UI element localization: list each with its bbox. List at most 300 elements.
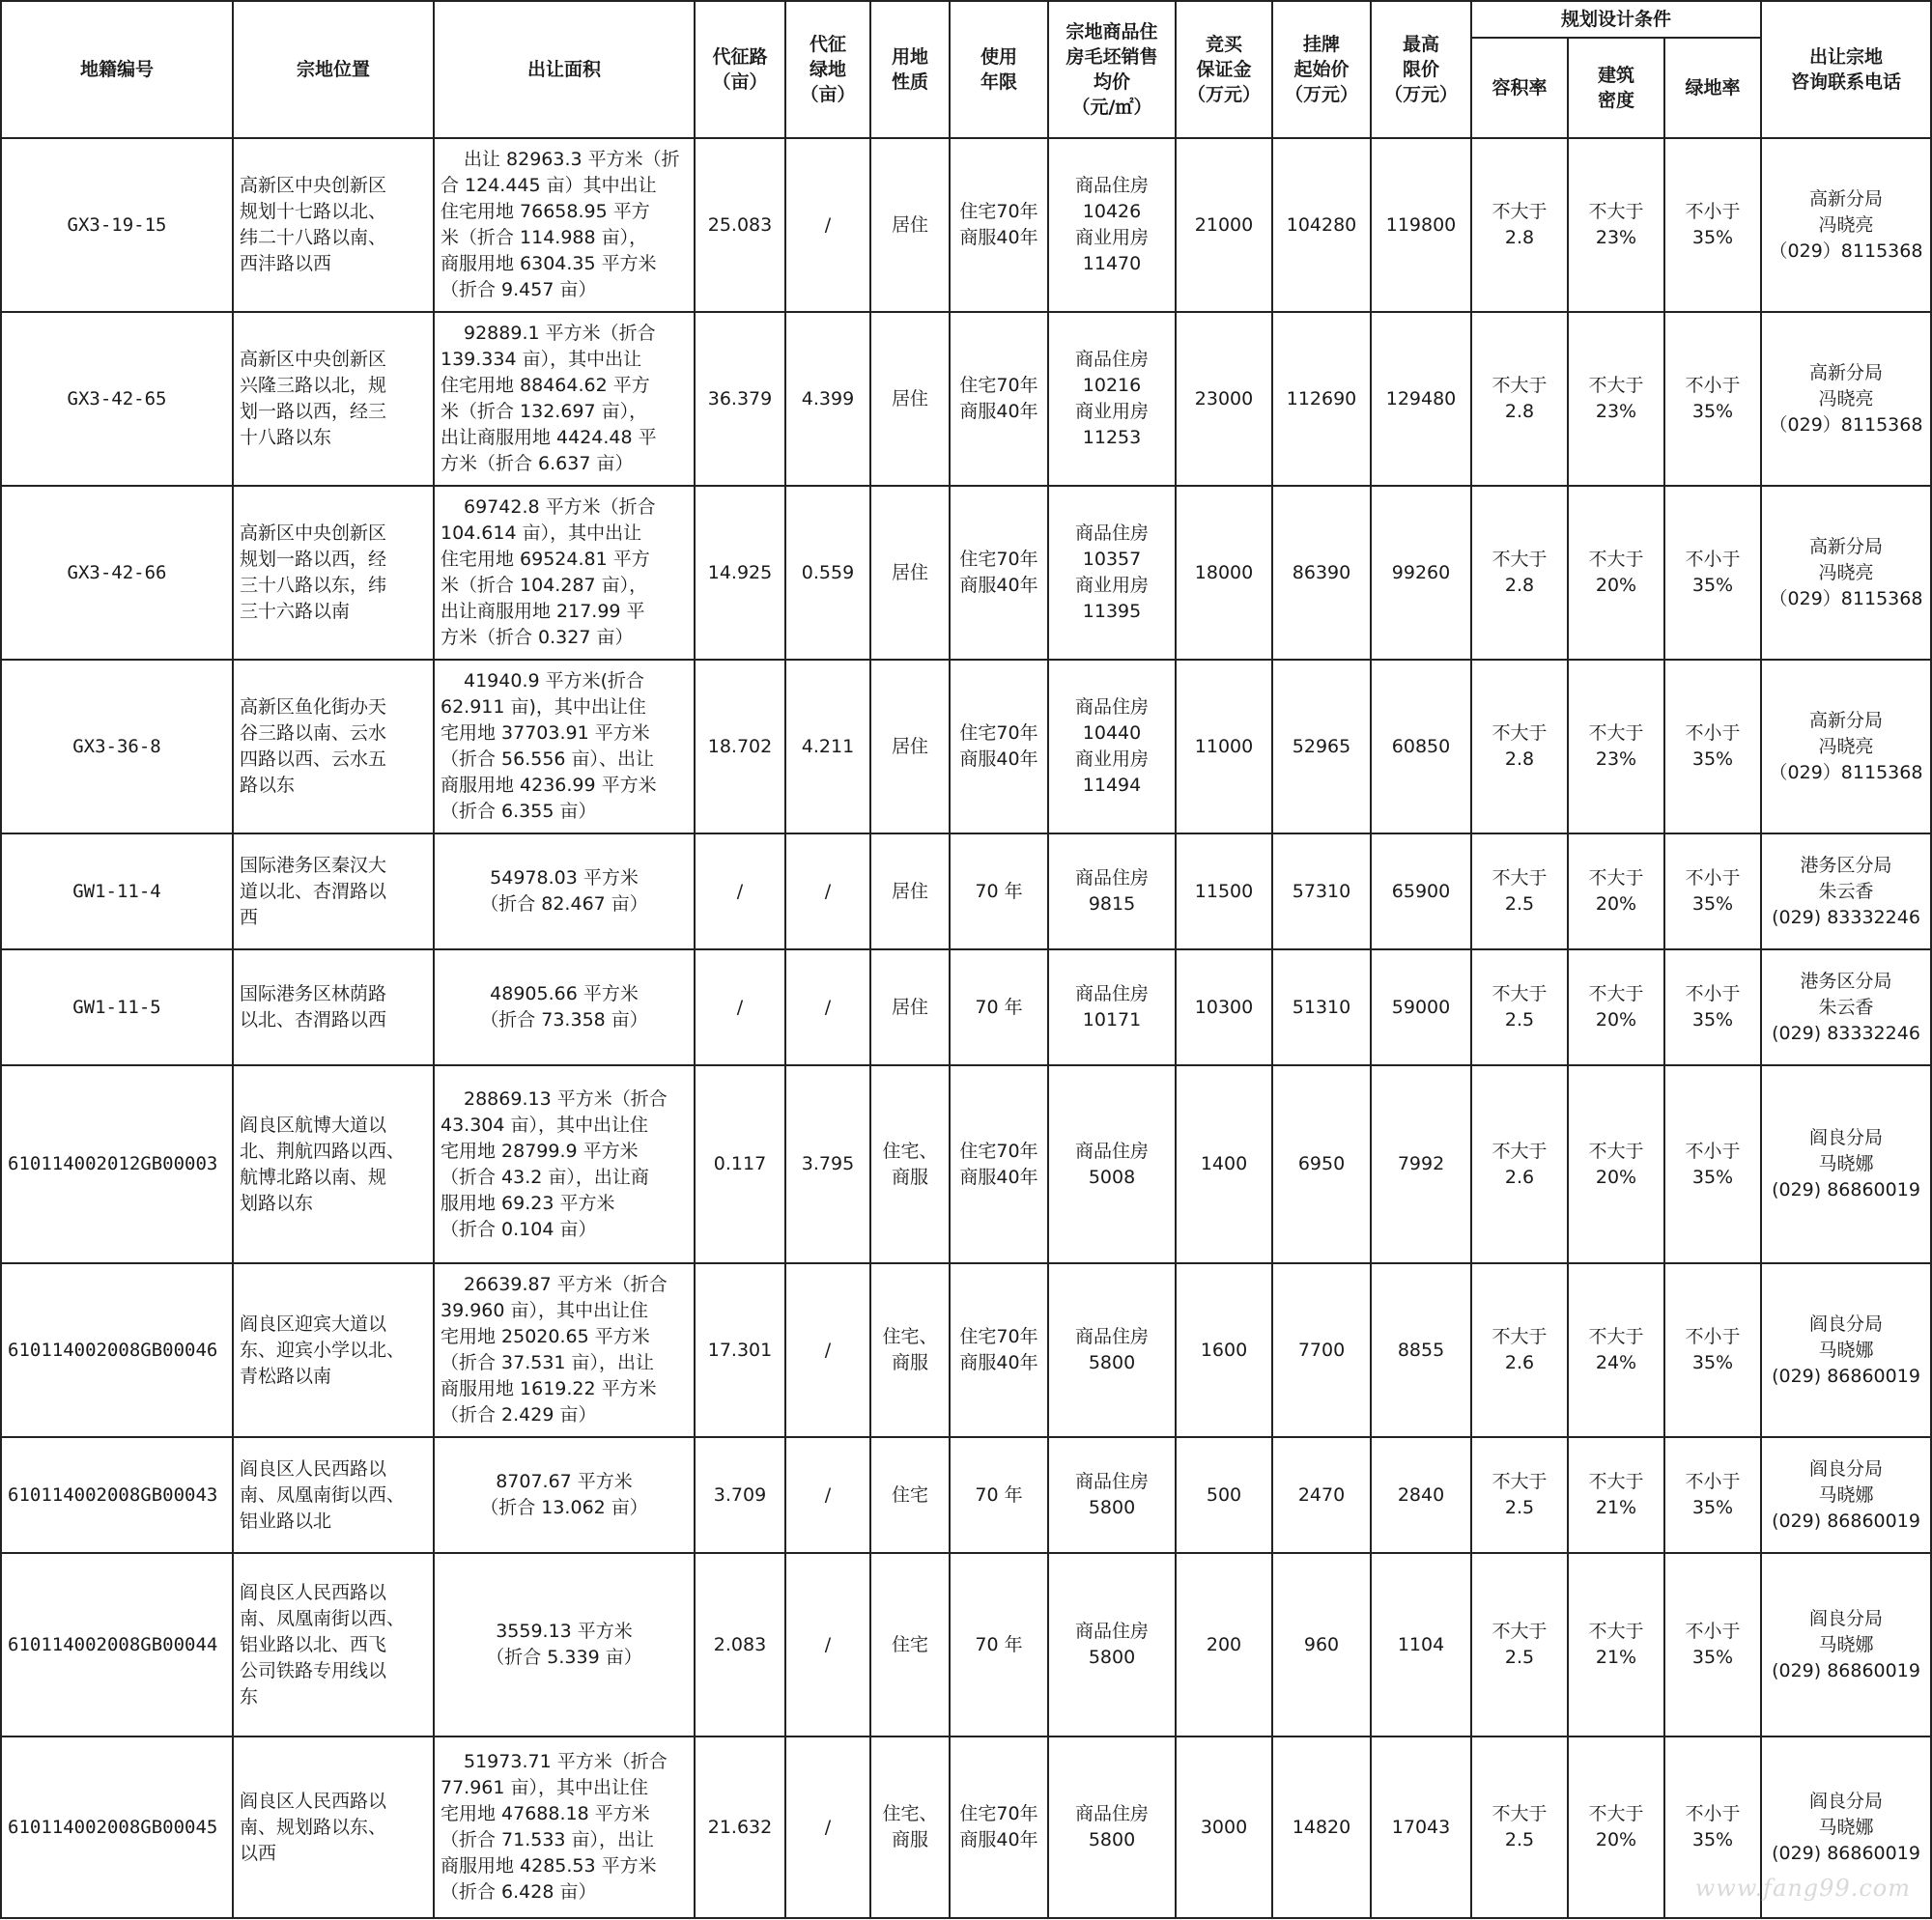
header-greenrate: 绿地率 <box>1664 38 1761 138</box>
cell-line: 居住 <box>891 387 928 409</box>
cell-far <box>1471 1553 1568 1736</box>
cell-line: 方米（折合 6.637 亩） <box>440 453 634 474</box>
header-code: 地籍编号 <box>1 1 233 138</box>
cell-line: 宅用地 37703.91 平方米 <box>440 722 650 744</box>
cell-density <box>1568 312 1664 486</box>
cell-line: （折合 5.339 亩） <box>486 1647 642 1668</box>
cell-line: 20% <box>1595 1829 1637 1850</box>
cell-line: 35% <box>1691 1009 1734 1031</box>
cell-line: 性质 <box>891 71 928 93</box>
cell-line: 居住 <box>891 880 928 902</box>
cell-line: 住宅用地 76658.95 平方 <box>440 201 650 222</box>
cell-line: 70 年 <box>975 996 1023 1018</box>
cell-line: 不大于 <box>1588 1326 1644 1347</box>
cell-line: 11470 <box>1082 253 1142 274</box>
cell-far <box>1471 833 1568 949</box>
cell-line: 起始价 <box>1293 59 1350 80</box>
cell-contact <box>1761 1263 1931 1437</box>
cell-line: 不小于 <box>1685 549 1741 570</box>
cell-line: 不大于 <box>1588 375 1644 396</box>
cell-line: 公司铁路专用线以 <box>240 1659 387 1681</box>
cell-line: 不大于 <box>1588 1471 1644 1492</box>
cell-greenrate <box>1664 833 1761 949</box>
cell-code: GX3-42-66 <box>1 486 233 660</box>
cell-line: 西 <box>240 906 259 928</box>
cell-line: 港务区分局 <box>1800 970 1892 992</box>
cell-greenrate <box>1664 1553 1761 1736</box>
cell-price <box>1048 1553 1176 1736</box>
cell-line: 高新区中央创新区 <box>240 349 387 370</box>
cell-line: 年限 <box>980 71 1017 93</box>
cell-line: 不大于 <box>1492 867 1548 889</box>
cell-term <box>950 949 1048 1065</box>
cell-line: 东、迎宾小学以北、 <box>240 1339 406 1361</box>
cell-line: 路以东 <box>240 775 296 796</box>
cell-density <box>1568 486 1664 660</box>
cell-location <box>233 486 434 660</box>
cell-line: 住宅、 <box>882 1140 938 1162</box>
cell-line: 使用 <box>980 46 1017 68</box>
cell-term <box>950 833 1048 949</box>
cell-line: 阎良分局 <box>1808 1457 1883 1480</box>
cell-density <box>1568 949 1664 1065</box>
cell-code: GX3-19-15 <box>1 138 233 312</box>
cell-line: 道以北、杏渭路以 <box>240 880 387 902</box>
watermark: www.fang99.com <box>1694 1875 1911 1902</box>
cell-line: 35% <box>1691 1497 1734 1518</box>
cell-price <box>1048 1437 1176 1553</box>
cell-line: 高新分局 <box>1808 361 1883 383</box>
cell-location <box>233 312 434 486</box>
cell-start-price: 7700 <box>1272 1263 1371 1437</box>
cell-greenrate <box>1664 1437 1761 1553</box>
cell-location <box>233 660 434 833</box>
cell-code: GX3-42-65 <box>1 312 233 486</box>
cell-line: 2.6 <box>1504 1352 1535 1373</box>
cell-location <box>233 949 434 1065</box>
cell-line: 商服40年 <box>959 575 1038 596</box>
cell-far <box>1471 1065 1568 1263</box>
cell-far <box>1471 949 1568 1065</box>
cell-line: 航博北路以南、规 <box>240 1166 387 1188</box>
cell-use <box>870 949 950 1065</box>
cell-location <box>233 1553 434 1736</box>
cell-road: 2.083 <box>695 1553 785 1736</box>
cell-term <box>950 1263 1048 1437</box>
cell-line: 四路以西、云水五 <box>240 748 387 770</box>
cell-line: 阎良区航博大道以 <box>240 1114 387 1136</box>
cell-line: （029）8115368 <box>1769 587 1923 609</box>
cell-line: 20% <box>1595 575 1637 596</box>
table-row <box>1 138 1931 312</box>
cell-deposit: 1600 <box>1176 1263 1272 1437</box>
cell-line: 宅用地 25020.65 平方米 <box>440 1326 650 1347</box>
cell-line: 商服40年 <box>959 1829 1038 1850</box>
cell-line: 国际港务区林荫路 <box>240 983 387 1004</box>
cell-max-price: 2840 <box>1371 1437 1471 1553</box>
cell-line: 5800 <box>1088 1352 1136 1373</box>
cell-line: （折合 6.428 亩） <box>440 1881 597 1903</box>
cell-line: 朱云香 <box>1818 880 1874 902</box>
cell-line: 住宅用地 88464.62 平方 <box>440 375 650 396</box>
cell-price <box>1048 949 1176 1065</box>
cell-line: 不大于 <box>1492 1471 1548 1492</box>
cell-use <box>870 1437 950 1553</box>
cell-code: 610114002008GB00045 <box>1 1736 233 1918</box>
cell-green: / <box>785 1553 870 1736</box>
cell-line: （折合 71.533 亩），出让 <box>440 1829 655 1850</box>
cell-line: 代征路 <box>712 46 768 68</box>
cell-line: 商品住房 <box>1074 349 1149 370</box>
cell-contact <box>1761 833 1931 949</box>
cell-line: （029）8115368 <box>1769 413 1923 436</box>
cell-line: 房毛坯销售 <box>1065 46 1158 68</box>
cell-line: 35% <box>1691 1166 1734 1188</box>
cell-line: 8707.67 平方米 <box>496 1471 633 1492</box>
cell-line: 不小于 <box>1685 1326 1741 1347</box>
cell-area <box>434 486 695 660</box>
cell-area <box>434 1065 695 1263</box>
cell-use <box>870 660 950 833</box>
cell-line: 23% <box>1595 227 1637 248</box>
cell-line: 住宅70年 <box>959 1326 1038 1347</box>
cell-line: （029）8115368 <box>1769 240 1923 262</box>
cell-line: 商服用地 4236.99 平方米 <box>440 775 657 796</box>
cell-area <box>434 312 695 486</box>
cell-line: 不大于 <box>1492 1140 1548 1162</box>
cell-line: 出让 82963.3 平方米（折 <box>464 149 680 170</box>
cell-line: 35% <box>1691 1352 1734 1373</box>
cell-line: 兴隆三路以北，规 <box>240 375 387 396</box>
cell-line: 三十八路以东，纬 <box>240 575 387 596</box>
cell-line: 11395 <box>1082 601 1142 622</box>
cell-deposit: 1400 <box>1176 1065 1272 1263</box>
cell-line: 限价 <box>1402 59 1439 80</box>
cell-line: 不大于 <box>1588 1803 1644 1824</box>
cell-green: / <box>785 1263 870 1437</box>
cell-green: 4.211 <box>785 660 870 833</box>
header-contact <box>1761 1 1931 138</box>
cell-line: 冯晓亮 <box>1818 735 1874 757</box>
cell-line: 不大于 <box>1588 867 1644 889</box>
table-row <box>1 660 1931 833</box>
cell-line: 10440 <box>1082 722 1142 744</box>
cell-line: 商业用房 <box>1074 575 1149 596</box>
cell-line: 住宅70年 <box>959 1140 1038 1162</box>
cell-line: 不大于 <box>1492 375 1548 396</box>
cell-max-price: 60850 <box>1371 660 1471 833</box>
cell-line: 20% <box>1595 1009 1637 1031</box>
cell-line: 11494 <box>1082 775 1142 796</box>
cell-line: （029）8115368 <box>1769 761 1923 783</box>
cell-deposit: 3000 <box>1176 1736 1272 1918</box>
cell-line: 28869.13 平方米（折合 <box>464 1087 668 1110</box>
cell-green: / <box>785 1736 870 1918</box>
cell-line: 商服40年 <box>959 1352 1038 1373</box>
cell-line: 青松路以南 <box>240 1365 332 1387</box>
cell-green: / <box>785 1437 870 1553</box>
cell-deposit: 23000 <box>1176 312 1272 486</box>
cell-line: 54978.03 平方米 <box>490 867 639 889</box>
cell-line: 马晓娜 <box>1818 1816 1874 1838</box>
cell-line: 出让宗地 <box>1808 46 1883 68</box>
cell-line: 挂牌 <box>1302 34 1340 55</box>
cell-line: （元/㎡） <box>1071 97 1152 118</box>
cell-line: 住宅用地 69524.81 平方 <box>440 549 650 570</box>
cell-far <box>1471 1437 1568 1553</box>
cell-deposit: 200 <box>1176 1553 1272 1736</box>
cell-line: （折合 0.104 亩） <box>440 1218 597 1240</box>
cell-line: 77.961 亩），其中出让住 <box>440 1777 649 1798</box>
cell-road: 18.702 <box>695 660 785 833</box>
header-road <box>695 1 785 138</box>
header-far: 容积率 <box>1471 38 1568 138</box>
cell-price <box>1048 1736 1176 1918</box>
cell-road: 36.379 <box>695 312 785 486</box>
cell-line: 谷三路以南、云水 <box>240 722 387 744</box>
cell-max-price: 59000 <box>1371 949 1471 1065</box>
cell-line: 住宅 <box>891 1633 928 1655</box>
cell-far <box>1471 486 1568 660</box>
cell-line: (029) 86860019 <box>1772 1365 1920 1387</box>
cell-line: (029) 86860019 <box>1772 1510 1920 1532</box>
cell-line: 马晓娜 <box>1818 1633 1874 1655</box>
cell-line: 2.5 <box>1504 1829 1535 1850</box>
cell-line: 服用地 69.23 平方米 <box>440 1192 615 1214</box>
cell-line: 商业用房 <box>1074 227 1149 248</box>
cell-code: 610114002008GB00044 <box>1 1553 233 1736</box>
cell-max-price: 17043 <box>1371 1736 1471 1918</box>
cell-line: 住宅、 <box>882 1803 938 1824</box>
cell-term <box>950 312 1048 486</box>
cell-line: 10216 <box>1082 375 1142 396</box>
cell-line: 合 124.445 亩）其中出让 <box>440 175 657 196</box>
cell-line: 不大于 <box>1492 1326 1548 1347</box>
cell-road: 25.083 <box>695 138 785 312</box>
cell-line: 商服用地 4285.53 平方米 <box>440 1855 657 1877</box>
header-start-price <box>1272 1 1371 138</box>
table-row <box>1 1065 1931 1263</box>
cell-line: 9815 <box>1088 893 1136 915</box>
cell-term <box>950 1736 1048 1918</box>
table-row <box>1 833 1931 949</box>
cell-road: 21.632 <box>695 1736 785 1918</box>
cell-price <box>1048 833 1176 949</box>
cell-line: （万元） <box>1383 84 1458 105</box>
cell-line: （亩） <box>800 84 856 105</box>
header-area: 出让面积 <box>434 1 695 138</box>
cell-start-price: 6950 <box>1272 1065 1371 1263</box>
cell-line: 竞买 <box>1205 34 1242 55</box>
cell-line: 不小于 <box>1685 1140 1741 1162</box>
cell-density <box>1568 833 1664 949</box>
cell-line: 以北、杏渭路以西 <box>240 1009 387 1031</box>
cell-line: 冯晓亮 <box>1818 387 1874 409</box>
cell-line: 商品住房 <box>1074 983 1149 1004</box>
cell-line: 出让商服用地 4424.48 平 <box>440 427 657 448</box>
cell-line: （折合 9.457 亩） <box>440 279 597 300</box>
cell-start-price: 104280 <box>1272 138 1371 312</box>
cell-line: 阎良分局 <box>1808 1313 1883 1335</box>
cell-greenrate <box>1664 660 1761 833</box>
cell-line: 商服 <box>891 1352 928 1373</box>
cell-line: 南、规划路以东、 <box>240 1816 387 1838</box>
cell-line: 南、凤凰南街以西、 <box>240 1607 406 1629</box>
table-row <box>1 1736 1931 1918</box>
cell-line: 方米（折合 0.327 亩） <box>440 627 634 648</box>
cell-line: 铝业路以北 <box>240 1510 332 1532</box>
cell-code: 610114002012GB00003 <box>1 1065 233 1263</box>
cell-line: 纬二十八路以南、 <box>240 227 387 248</box>
cell-line: 住宅70年 <box>959 549 1038 570</box>
table-row <box>1 949 1931 1065</box>
cell-line: 不小于 <box>1685 1803 1741 1824</box>
header-green <box>785 1 870 138</box>
cell-term <box>950 1065 1048 1263</box>
cell-area <box>434 1553 695 1736</box>
cell-start-price: 14820 <box>1272 1736 1371 1918</box>
cell-line: 43.304 亩），其中出让住 <box>440 1114 649 1136</box>
cell-line: 5008 <box>1088 1166 1136 1188</box>
cell-line: 北、荆航四路以西、 <box>240 1140 406 1162</box>
cell-line: 阎良分局 <box>1808 1790 1883 1812</box>
cell-density <box>1568 1437 1664 1553</box>
cell-road: 0.117 <box>695 1065 785 1263</box>
cell-code: GW1-11-4 <box>1 833 233 949</box>
cell-line: 不小于 <box>1685 867 1741 889</box>
cell-line: 不大于 <box>1588 722 1644 744</box>
cell-line: 马晓娜 <box>1818 1153 1874 1174</box>
cell-line: 马晓娜 <box>1818 1483 1874 1506</box>
cell-line: 92889.1 平方米（折合 <box>464 323 656 344</box>
cell-term <box>950 1437 1048 1553</box>
cell-line: 不小于 <box>1685 1471 1741 1492</box>
header-density <box>1568 38 1664 138</box>
cell-line: 阎良区人民西路以 <box>240 1457 387 1480</box>
cell-use <box>870 1263 950 1437</box>
cell-line: 国际港务区秦汉大 <box>240 854 387 876</box>
cell-line: 不小于 <box>1685 983 1741 1004</box>
cell-line: 不小于 <box>1685 722 1741 744</box>
cell-price <box>1048 312 1176 486</box>
cell-line: 商品住房 <box>1074 696 1149 718</box>
cell-line: 商品住房 <box>1074 1803 1149 1824</box>
cell-line: （折合 73.358 亩） <box>480 1009 648 1031</box>
cell-line: 不大于 <box>1588 1140 1644 1162</box>
cell-line: 69742.8 平方米（折合 <box>464 496 656 518</box>
cell-use <box>870 1065 950 1263</box>
cell-line: 商服 <box>891 1829 928 1850</box>
cell-contact <box>1761 138 1931 312</box>
cell-line: （折合 43.2 亩），出让商 <box>440 1166 649 1188</box>
cell-location <box>233 1736 434 1918</box>
cell-greenrate <box>1664 138 1761 312</box>
cell-deposit: 11500 <box>1176 833 1272 949</box>
cell-max-price: 7992 <box>1371 1065 1471 1263</box>
cell-line: 米（折合 132.697 亩）， <box>440 401 648 422</box>
cell-line: 高新区鱼化街办天 <box>240 696 387 718</box>
cell-line: 商品住房 <box>1074 175 1149 196</box>
table-body <box>1 138 1931 1920</box>
cell-area <box>434 949 695 1065</box>
cell-greenrate <box>1664 1263 1761 1437</box>
cell-line: 规划一路以西，经 <box>240 549 387 570</box>
cell-line: 70 年 <box>975 880 1023 902</box>
cell-line: （折合 56.556 亩）、出让 <box>440 748 655 770</box>
cell-line: 东 <box>240 1685 259 1708</box>
cell-price <box>1048 138 1176 312</box>
cell-line: 朱云香 <box>1818 996 1874 1018</box>
cell-line: 23% <box>1595 401 1637 422</box>
cell-line: 26639.87 平方米（折合 <box>464 1274 668 1295</box>
cell-greenrate <box>1664 949 1761 1065</box>
cell-deposit: 21000 <box>1176 138 1272 312</box>
cell-contact <box>1761 660 1931 833</box>
cell-code: GW1-11-5 <box>1 949 233 1065</box>
cell-line: 10426 <box>1082 201 1142 222</box>
cell-line: 商服用地 1619.22 平方米 <box>440 1378 657 1399</box>
cell-line: 23% <box>1595 748 1637 770</box>
cell-line: （折合 82.467 亩） <box>480 893 648 915</box>
cell-density <box>1568 660 1664 833</box>
cell-line: 高新分局 <box>1808 187 1883 210</box>
cell-line: 35% <box>1691 227 1734 248</box>
cell-green: 0.559 <box>785 486 870 660</box>
cell-line: 2.8 <box>1504 227 1535 248</box>
cell-use <box>870 1553 950 1736</box>
cell-line: 建筑 <box>1597 65 1634 86</box>
header-max-price <box>1371 1 1471 138</box>
cell-start-price: 86390 <box>1272 486 1371 660</box>
cell-area <box>434 138 695 312</box>
cell-area <box>434 1263 695 1437</box>
cell-greenrate <box>1664 312 1761 486</box>
cell-line: 南、凤凰南街以西、 <box>240 1483 406 1506</box>
cell-line: 高新分局 <box>1808 535 1883 557</box>
cell-line: 划一路以西，经三 <box>240 401 387 422</box>
cell-greenrate <box>1664 486 1761 660</box>
cell-line: 3559.13 平方米 <box>496 1621 633 1642</box>
cell-line: 阎良分局 <box>1808 1607 1883 1629</box>
cell-density <box>1568 1065 1664 1263</box>
cell-density <box>1568 1736 1664 1918</box>
cell-green: / <box>785 833 870 949</box>
cell-line: 21% <box>1595 1647 1637 1668</box>
cell-area <box>434 1736 695 1918</box>
cell-location <box>233 833 434 949</box>
cell-far <box>1471 138 1568 312</box>
cell-line: 高新区中央创新区 <box>240 175 387 196</box>
cell-contact <box>1761 1437 1931 1553</box>
cell-line: 宅用地 47688.18 平方米 <box>440 1803 650 1824</box>
cell-line: 2.6 <box>1504 1166 1535 1188</box>
cell-line: 保证金 <box>1196 59 1252 80</box>
cell-line: 不小于 <box>1685 201 1741 222</box>
cell-line: 商服40年 <box>959 401 1038 422</box>
cell-line: 用地 <box>891 46 928 68</box>
table-row <box>1 486 1931 660</box>
cell-line: 商服40年 <box>959 227 1038 248</box>
cell-line: （万元） <box>1284 84 1358 105</box>
cell-contact <box>1761 1553 1931 1736</box>
cell-line: 住宅 <box>891 1483 928 1506</box>
cell-area <box>434 660 695 833</box>
cell-max-price: 119800 <box>1371 138 1471 312</box>
cell-use <box>870 486 950 660</box>
cell-line: 十八路以东 <box>240 427 332 448</box>
cell-road: 17.301 <box>695 1263 785 1437</box>
cell-line: 住宅70年 <box>959 201 1038 222</box>
